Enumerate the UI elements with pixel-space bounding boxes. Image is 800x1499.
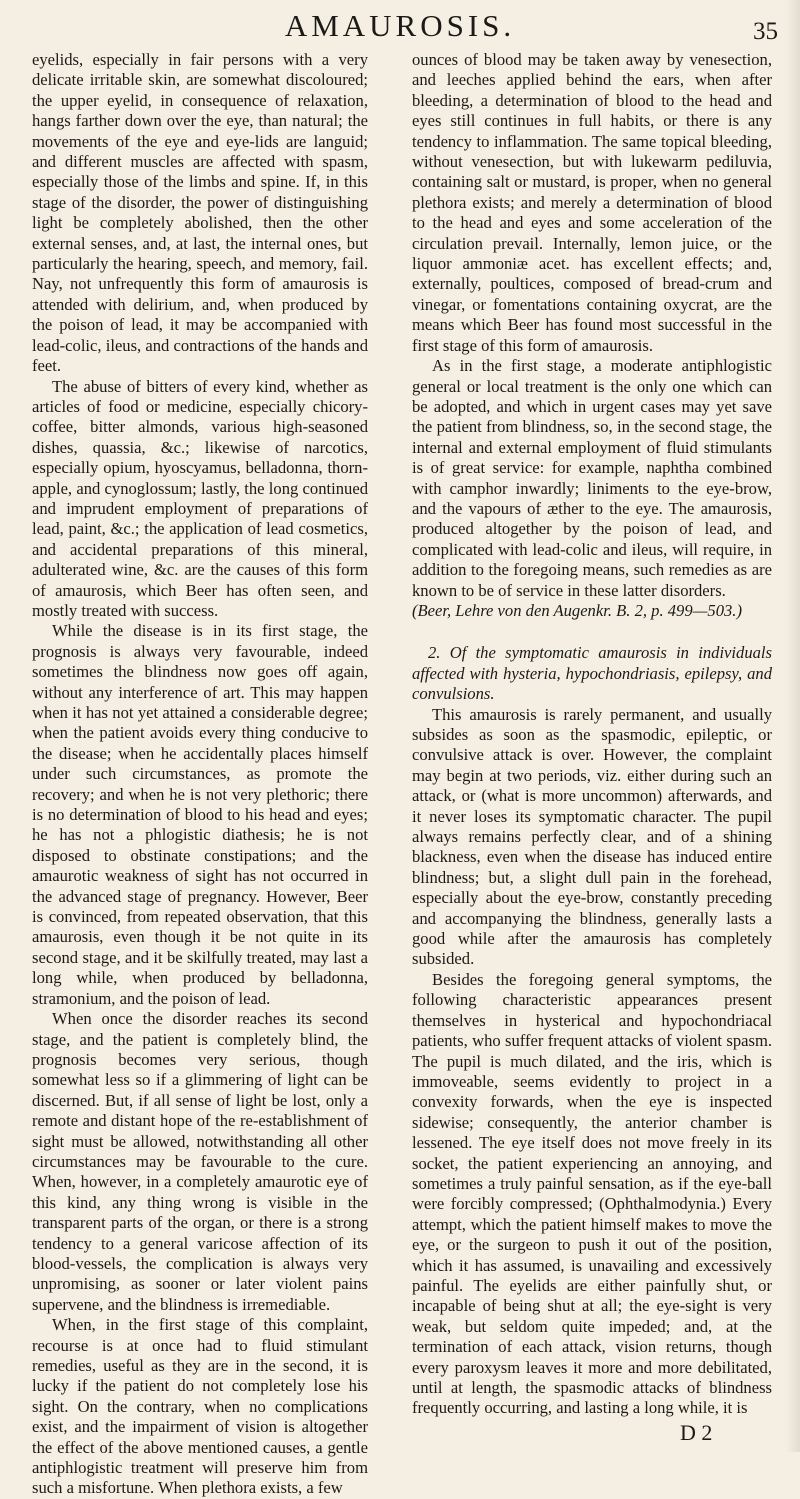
paragraph: eyelids, especially in fair persons with a very delicate irritable skin, are somewhat discoloured; the upper eyelid, in consequence of relaxation, hangs farther down over the eye, than natural; the movements of the eye and eye-lids are languid; and different muscles are affected with spasm, especially those of the limbs and spine. If, in this stage of the disorder, the power of distinguishing light be completely abolished, then the other external senses, and, at last, the internal ones, but particularly the hearing, speech, and memory, fail. Nay, not unfrequently this form of amaurosis is attended with delirium, and, when produced by the poison of lead, it may be accompanied with lead-colic, ileus, and contractions of the hands and feet.: [32, 50, 368, 376]
left-column: [32, 50, 368, 1499]
citation: (Beer, Lehre von den Augenkr. B. 2, p. 499—503.): [412, 600, 742, 620]
paragraph: The abuse of bitters of every kind, whether as articles of food or medicine, especially chicory-coffee, bitter almonds, various high-seasoned dishes, quassia, &c.; likewise of narcotics, especially opium, hyoscyamus, belladonna, thorn-apple, and cynoglossum; lastly, the long continued and imprudent employment of preparations of lead, paint, &c.; the application of lead cosmetics, and accidental preparations of this mineral, adulterated wine, &c. are the causes of this form of amaurosis, which Beer has often seen, and mostly treated with success.: [32, 376, 368, 620]
paragraph: This amaurosis is rarely permanent, and usually subsides as soon as the spasmodic, epileptic, or convulsive attack is over. However, the complaint may begin at two periods, viz. either during such an attack, or (what is more uncommon) afterwards, and it never loses its symptomatic character. The pupil always remains perfectly clear, and of a shining blackness, even when the disease has induced entire blindness; but, a slight dull pain in the forehead, especially about the eye-brow, constantly preceding and accompanying the blindness, generally lasts a good while after the amaurosis has completely subsided.: [412, 704, 772, 969]
paragraph: While the disease is in its first stage, the prognosis is always very favourable, indeed sometimes the blindness now goes off again, without any interference of art. This may happen when it has not yet attained a considerable degree; when the patient avoids every thing conducive to the disease; when he accidentally places himself under such circumstances, as promote the recovery; and when he is not very plethoric; there is no determination of blood to his head and eyes; he has not a phlogistic diathesis; he is not disposed to obstinate constipations; and the amaurotic weakness of sight has not occurred in the advanced stage of pregnancy. However, Beer is convinced, from repeated observation, that this amaurosis, even though it be not quite in its second stage, and it be skilfully treated, may last a long while, when produced by belladonna, stramonium, and the poison of lead.: [32, 621, 368, 1008]
running-title: AMAUROSIS.: [284, 8, 516, 43]
page-edge-shadow: [786, 0, 800, 1452]
paragraph: When, in the first stage of this complaint, recourse is at once had to fluid stimulant remedies, useful as they are in the second, it is lucky if the patient do not completely lose his sight. On the contrary, when no complications exist, and the impairment of vision is altogether the effect of the above mentioned causes, a gentle antiphlogistic treatment will preserve him from such a misfortune. When plethora exists, a few: [32, 1315, 368, 1498]
paragraph: Besides the foregoing general symptoms, the following characteristic appearances present themselves in hysterical and hypochondriacal patients, who suffer frequent attacks of violent spasm. The pupil is much dilated, and the iris, which is immoveable, seems evidently to project in a convexity forwards, when the eye is inspected sidewise; consequently, the anterior chamber is lessened. The eye itself does not move freely in its socket, the patient experiencing an annoying, and sometimes a truly painful sensation, as if the eye-ball were forcibly compressed; (Ophthalmodynia.) Every attempt, which the patient himself makes to move the eye, or the surgeon to push it out of the position, which it has assumed, is unavailing and excessively painful. The eyelids are either painfully shut, or incapable of being shut at all; the eye-sight is very weak, but seldom quite impeded; and, at the termination of each attack, vision returns, though every paroxysm leaves it more and more debilitated, until at length, the spasmodic attacks of blindness frequently occurring, and lasting a long while, it is: [412, 969, 772, 1418]
signature-mark: D 2: [680, 1420, 713, 1445]
section-heading: 2. Of the symptomatic amaurosis in individuals affected with hysteria, hypochondriasis, epilepsy, and convulsions.: [412, 643, 772, 704]
paragraph: When once the disorder reaches its second stage, and the patient is completely blind, the prognosis becomes very serious, though somewhat less so if a glimmering of light can be discerned. But, if all sense of light be lost, only a remote and distant hope of the re-establishment of sight must be allowed, notwithstanding all other circumstances may be favourable to the cure. When, however, in a completely amaurotic eye of this kind, any thing wrong is visible in the transparent parts of the organ, or there is a strong tendency to a general varicose affection of its blood-vessels, the complication is always very unpromising, as sooner or later violent pains supervene, and the blindness is irremediable.: [32, 1009, 368, 1314]
right-column: [412, 50, 772, 1419]
paragraph: ounces of blood may be taken away by venesection, and leeches applied behind the ears, when after bleeding, a determination of blood to the head and eyes still continues in full habits, or there is any tendency to inflammation. The same topical bleeding, without venesection, but with lukewarm pediluvia, containing salt or mustard, is proper, when no general plethora exists; and merely a determination of blood to the head and eyes and some acceleration of the circulation prevail. Internally, lemon juice, or the liquor ammoniæ acet. has excellent effects; and, externally, poultices, composed of bread-crum and vinegar, or fomentations containing oxycrat, are the means which Beer has found most successful in the first stage of this form of amaurosis.: [412, 50, 772, 355]
page-header: [0, 8, 800, 48]
paragraph: As in the first stage, a moderate antiphlogistic general or local treatment is the only one which can be adopted, and which in urgent cases may yet save the patient from blindness, so, in the second stage, the internal and external employment of fluid stimulants is of great service: for example, naphtha combined with camphor inwardly; liniments to the eye-brow, and the vapours of æther to the eye. The amaurosis, produced altogether by the poison of lead, and complicated with lead-colic and ileus, will require, in addition to the foregoing means, such remedies as are known to be of service in these latter disorders.: [412, 356, 772, 600]
page-number: 35: [753, 18, 778, 45]
